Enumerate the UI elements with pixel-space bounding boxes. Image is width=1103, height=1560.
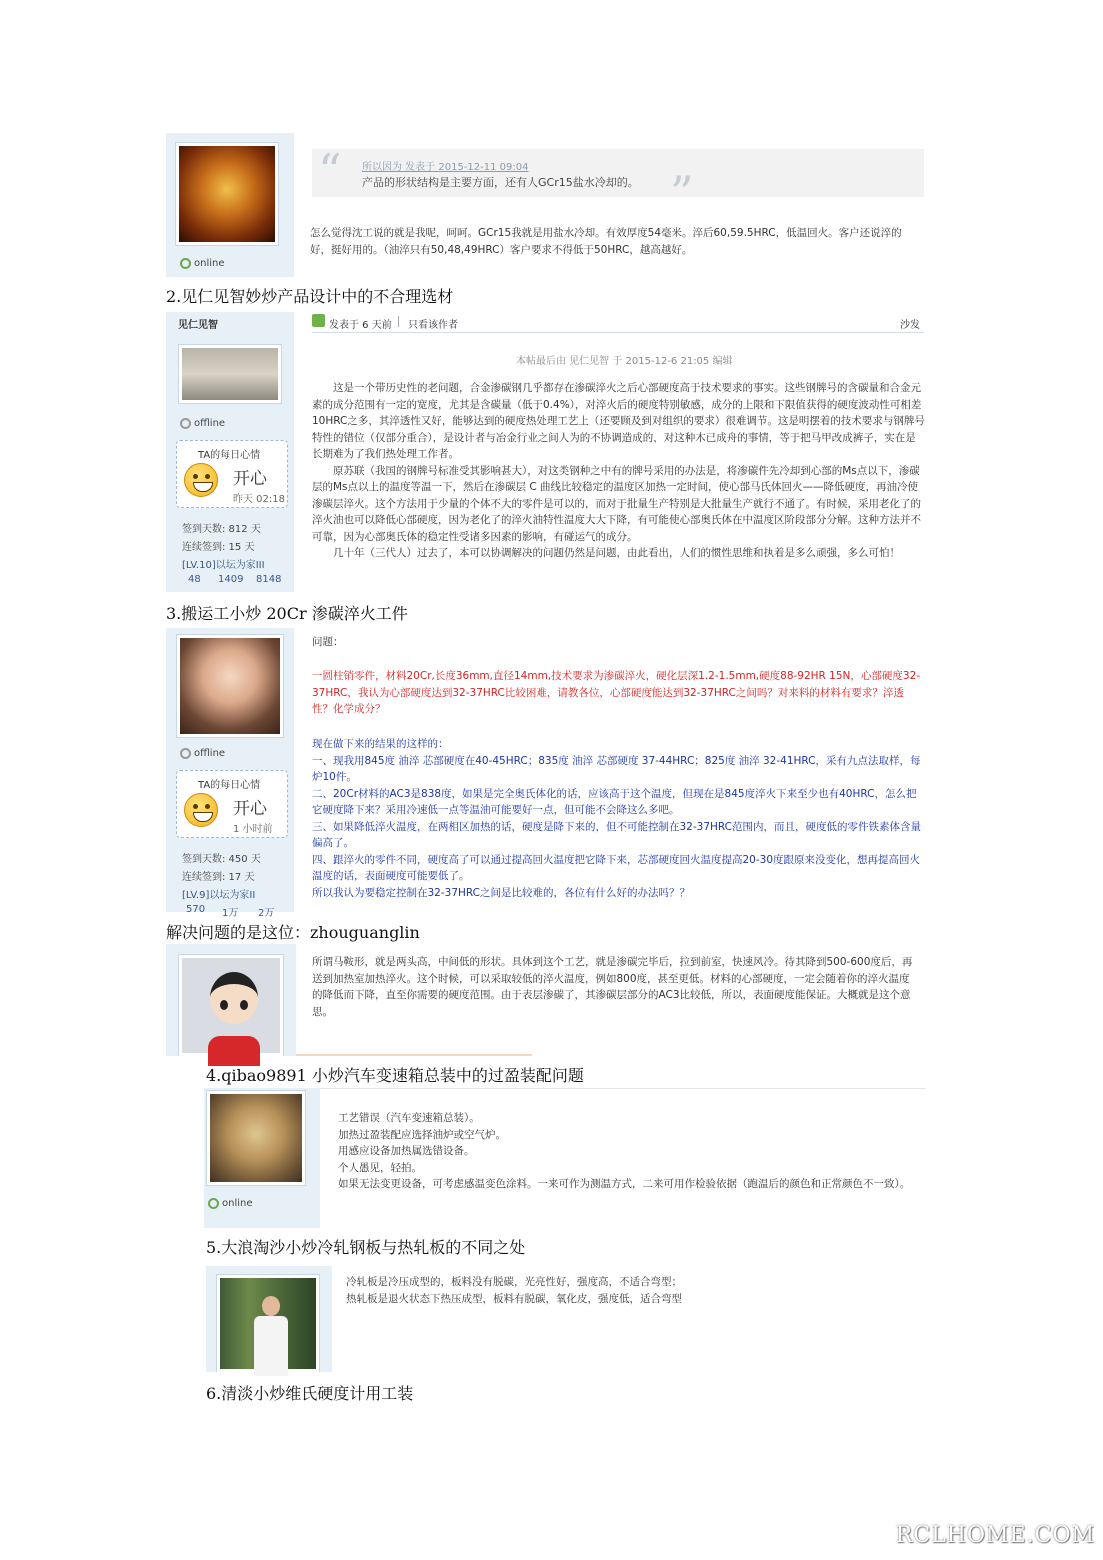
result-line: 所以我认为要稳定控制在32-37HRC之间是比较难的，各位有什么好的办法吗？？ [312,886,691,899]
question-text: 一圆柱销零件，材料20Cr,长度36mm,直径14mm,技术要求为渗碳淬火，硬化层深1.2-1.5mm,硬度88-92HR 15N，心部硬度32-37HRC，我认为心部硬度达到32-37HRC比较困难，请教各位，心部硬度能达到32-37HRC之间吗？对来料的材料有要求？淬透性？化学成分？ [312,670,921,715]
section-heading-6: 6.清淡小炒维氏硬度计用工装 [206,1384,414,1403]
post4-line: 用感应设备加热属选错设备。 [338,1145,475,1157]
offline-status: offline [180,748,225,759]
user-level[interactable]: [LV.10]以坛为家III [182,560,265,571]
post-icon [312,314,325,327]
watermark: RCLHOME.COM [895,1523,1095,1548]
online-status: online [180,258,225,269]
stat-points[interactable]: 2万 [258,908,275,919]
post5-line: 冷轧板是冷压成型的，板料没有脱碳，光亮性好，强度高，不适合弯型； [346,1276,682,1288]
online-icon [208,1198,219,1209]
result-line: 现在做下来的结果的这样的： [312,738,449,750]
section-underline [296,1054,532,1056]
result-line: 三、如果降低淬火温度，在两相区加热的话，硬度是降下来的，但不可能控制在32-37HRC范围内，而且，硬度低的零件铁素体含量偏高了。 [312,820,922,849]
stat-posts[interactable]: 1万 [222,908,239,919]
happy-face-icon [184,793,218,827]
mood-label: 开心 [233,469,267,489]
close-quote-icon: ” [670,166,694,220]
post1-body: 怎么觉得沈工说的就是我呢，呵呵。GCr15我就是用盐水冷却。有效厚度54毫米。淬后60,59.5HRC，低温回火。客户还说淬的好，挺好用的。（油淬只有50,48,49HRC）客户要求不得低于50HRC，越高越好。 [310,227,902,256]
stat-topics[interactable]: 48 [188,574,201,585]
result-line: 二、20Cr材料的AC3是838度，如果是完全奥氏体化的话，应该高于这个温度，但现在是845度淬火下来至少也有40HRC，怎么把它硬度降下来？采用冷速低一点等温油可能要好一点，但可能不会降这么多吧。 [312,787,917,816]
dogs-avatar[interactable] [178,344,282,404]
quote-meta[interactable]: 所以因为 发表于 2015-12-11 09:04 [362,162,529,173]
post2-body [312,380,926,562]
post4-line: 个人愚见，轻拍。 [338,1161,422,1174]
floor-label: 沙发 [900,320,920,331]
current-results [312,736,924,901]
post2-paragraph: 几十年（三代人）过去了，本可以协调解决的问题仍然是问题，由此看出，人们的惯性思维和执着是多么顽强，多么可怕！ [333,547,900,559]
online-icon [180,258,191,269]
stat-topics[interactable]: 570 [186,904,206,915]
post5-line: 热轧板是退火状态下热压成型，板料有脱碳，氧化皮，强度低，适合弯型 [346,1292,682,1305]
offline-status: offline [180,418,225,429]
section-heading-3: 3.搬运工小炒 20Cr 渗碳淬火工件 [166,604,408,623]
mood-time: 1 小时前 [233,824,273,835]
cartoon-boy-avatar[interactable] [178,954,284,1056]
post4-top-border [320,1088,926,1089]
post4-line: 如果无法变更设备，可考虑感温变色涂料。一来可作为测温方式，二来可用作检验依据（跑温后的颜色和正常颜色不一致）。 [338,1178,911,1190]
meta-divider [398,316,399,327]
post2-author[interactable]: 见仁见智 [178,320,218,331]
mood-title: TA的每日心情 [198,450,261,461]
section-heading-5: 5.大浪淘沙小炒冷轧钢板与热轧板的不同之处 [206,1238,526,1257]
post4-line: 加热过盈装配应选择油炉或空气炉。 [338,1128,506,1141]
result-line: 一、现我用845度 油淬 芯部硬度在40-45HRC；835度 油淬 芯部硬度 37-44HRC；825度 油淬 32-41HRC，采有九点法取样，每炉10件。 [312,754,921,783]
dragon-avatar[interactable] [175,142,279,246]
mood-title: TA的每日心情 [198,780,261,791]
offline-icon [180,748,191,759]
stat-posts[interactable]: 1409 [218,574,244,585]
offline-icon [180,418,191,429]
question-label: 问题： [312,636,344,648]
quote-text: 产品的形状结构是主要方面，还有人GCr15盐水冷却的。 [362,176,639,189]
post5-body [346,1274,906,1307]
stat-points[interactable]: 8148 [256,574,282,585]
solver-body: 所谓马鞍形，就是两头高，中间低的形状。具体到这个工艺，就是渗碳完毕后，拉到前室，快速风冷。待其降到500-600度后，再送到加热室加热淬火。这个时候，可以采取较低的淬火温度，例如800度，甚至更低。材料的心部硬度，一定会随着你的淬火温度的降低而下降，直至你需要的硬度范围。由于表层渗碳了，其渗碳层部分的AC3比较低，所以，表面硬度能保证。大概就是这个意思。 [312,956,913,1018]
happy-face-icon [184,463,218,497]
edit-note: 本帖最后由 见仁见智 于 2015-12-6 21:05 编辑 [516,356,733,367]
sign-days: 签到天数: 812 天 [182,524,261,535]
post-header-line [312,332,924,333]
post2-posted: 发表于 6 天前 [329,320,392,331]
user-level[interactable]: [LV.9]以坛为家II [182,890,256,901]
sign-streak: 连续签到: 17 天 [182,872,255,883]
mood-label: 开心 [233,799,267,819]
only-author-link[interactable]: 只看该作者 [408,320,458,331]
post2-paragraph: 这是一个带历史性的老问题，合金渗碳钢几乎都存在渗碳淬火之后心部硬度高于技术要求的事实。这些钢牌号的含碳量和合金元素的成分范围有一定的宽度，尤其是含碳量（低于0.4%），对淬火后的硬度特别敏感，成分的上限和下限值获得的硬度波动性可相差10HRC之多，其淬透性又好，能够达到的硬度热处理工艺上（还要顾及到对组织的要求）很难调节。这是明摆着的技术要求与钢牌号特性的错位（仅部分重合），是设计者与冶金行业之间人为的不协调造成的，对这种木已成舟的事情，等于把马甲改成裤子，实在是长期难为了我们热处理工作者。 [312,382,925,460]
section-heading-4: 4.qibao9891 小炒汽车变速箱总装中的过盈装配问题 [206,1066,584,1085]
online-status: online [208,1198,253,1209]
mood-time: 昨天 02:18 [233,494,285,505]
post2-paragraph: 原苏联（我国的钢牌号标准受其影响甚大），对这类钢种之中有的牌号采用的办法是，将渗碳件先冷却到心部的Ms点以下，渗碳层的Ms点以上的温度等温一下，然后在渗碳层 C 曲线比较稳定的温度区加热一定时间，使心部马氏体回火——降低硬度，再油冷使渗碳层淬火。这个方法用于少量的个体不大的零件是可以的，而对于批量生产特别是大批量生产就行不通了。有时候，采用老化了的淬火油也可以降低心部硬度，因为老化了的淬火油特性温度大大下降，有可能使心部奥氏体在中温度区阶段部分分解。这种方法并不可靠，因为心部奥氏体的稳定性受诸多因素的影响，有碰运气的成分。 [312,464,921,543]
sign-days: 签到天数: 450 天 [182,854,261,865]
post4-line: 工艺错误（汽车变速箱总装）。 [338,1112,480,1124]
woman-avatar[interactable] [176,634,284,738]
solver-heading: 解决问题的是这位：zhouguanglin [166,923,420,942]
sign-streak: 连续签到: 15 天 [182,542,255,553]
section-heading-2: 2.见仁见智妙炒产品设计中的不合理选材 [166,287,454,306]
post4-body [338,1110,934,1193]
result-line: 四、跟淬火的零件不同，硬度高了可以通过提高回火温度把它降下来，芯部硬度回火温度提高20-30度跟原来没变化，想再提高回火温度的话，表面硬度可能要低了。 [312,853,921,882]
open-quote-icon: “ [318,144,342,198]
leopard-avatar[interactable] [206,1090,306,1186]
man-avatar[interactable] [216,1274,320,1372]
